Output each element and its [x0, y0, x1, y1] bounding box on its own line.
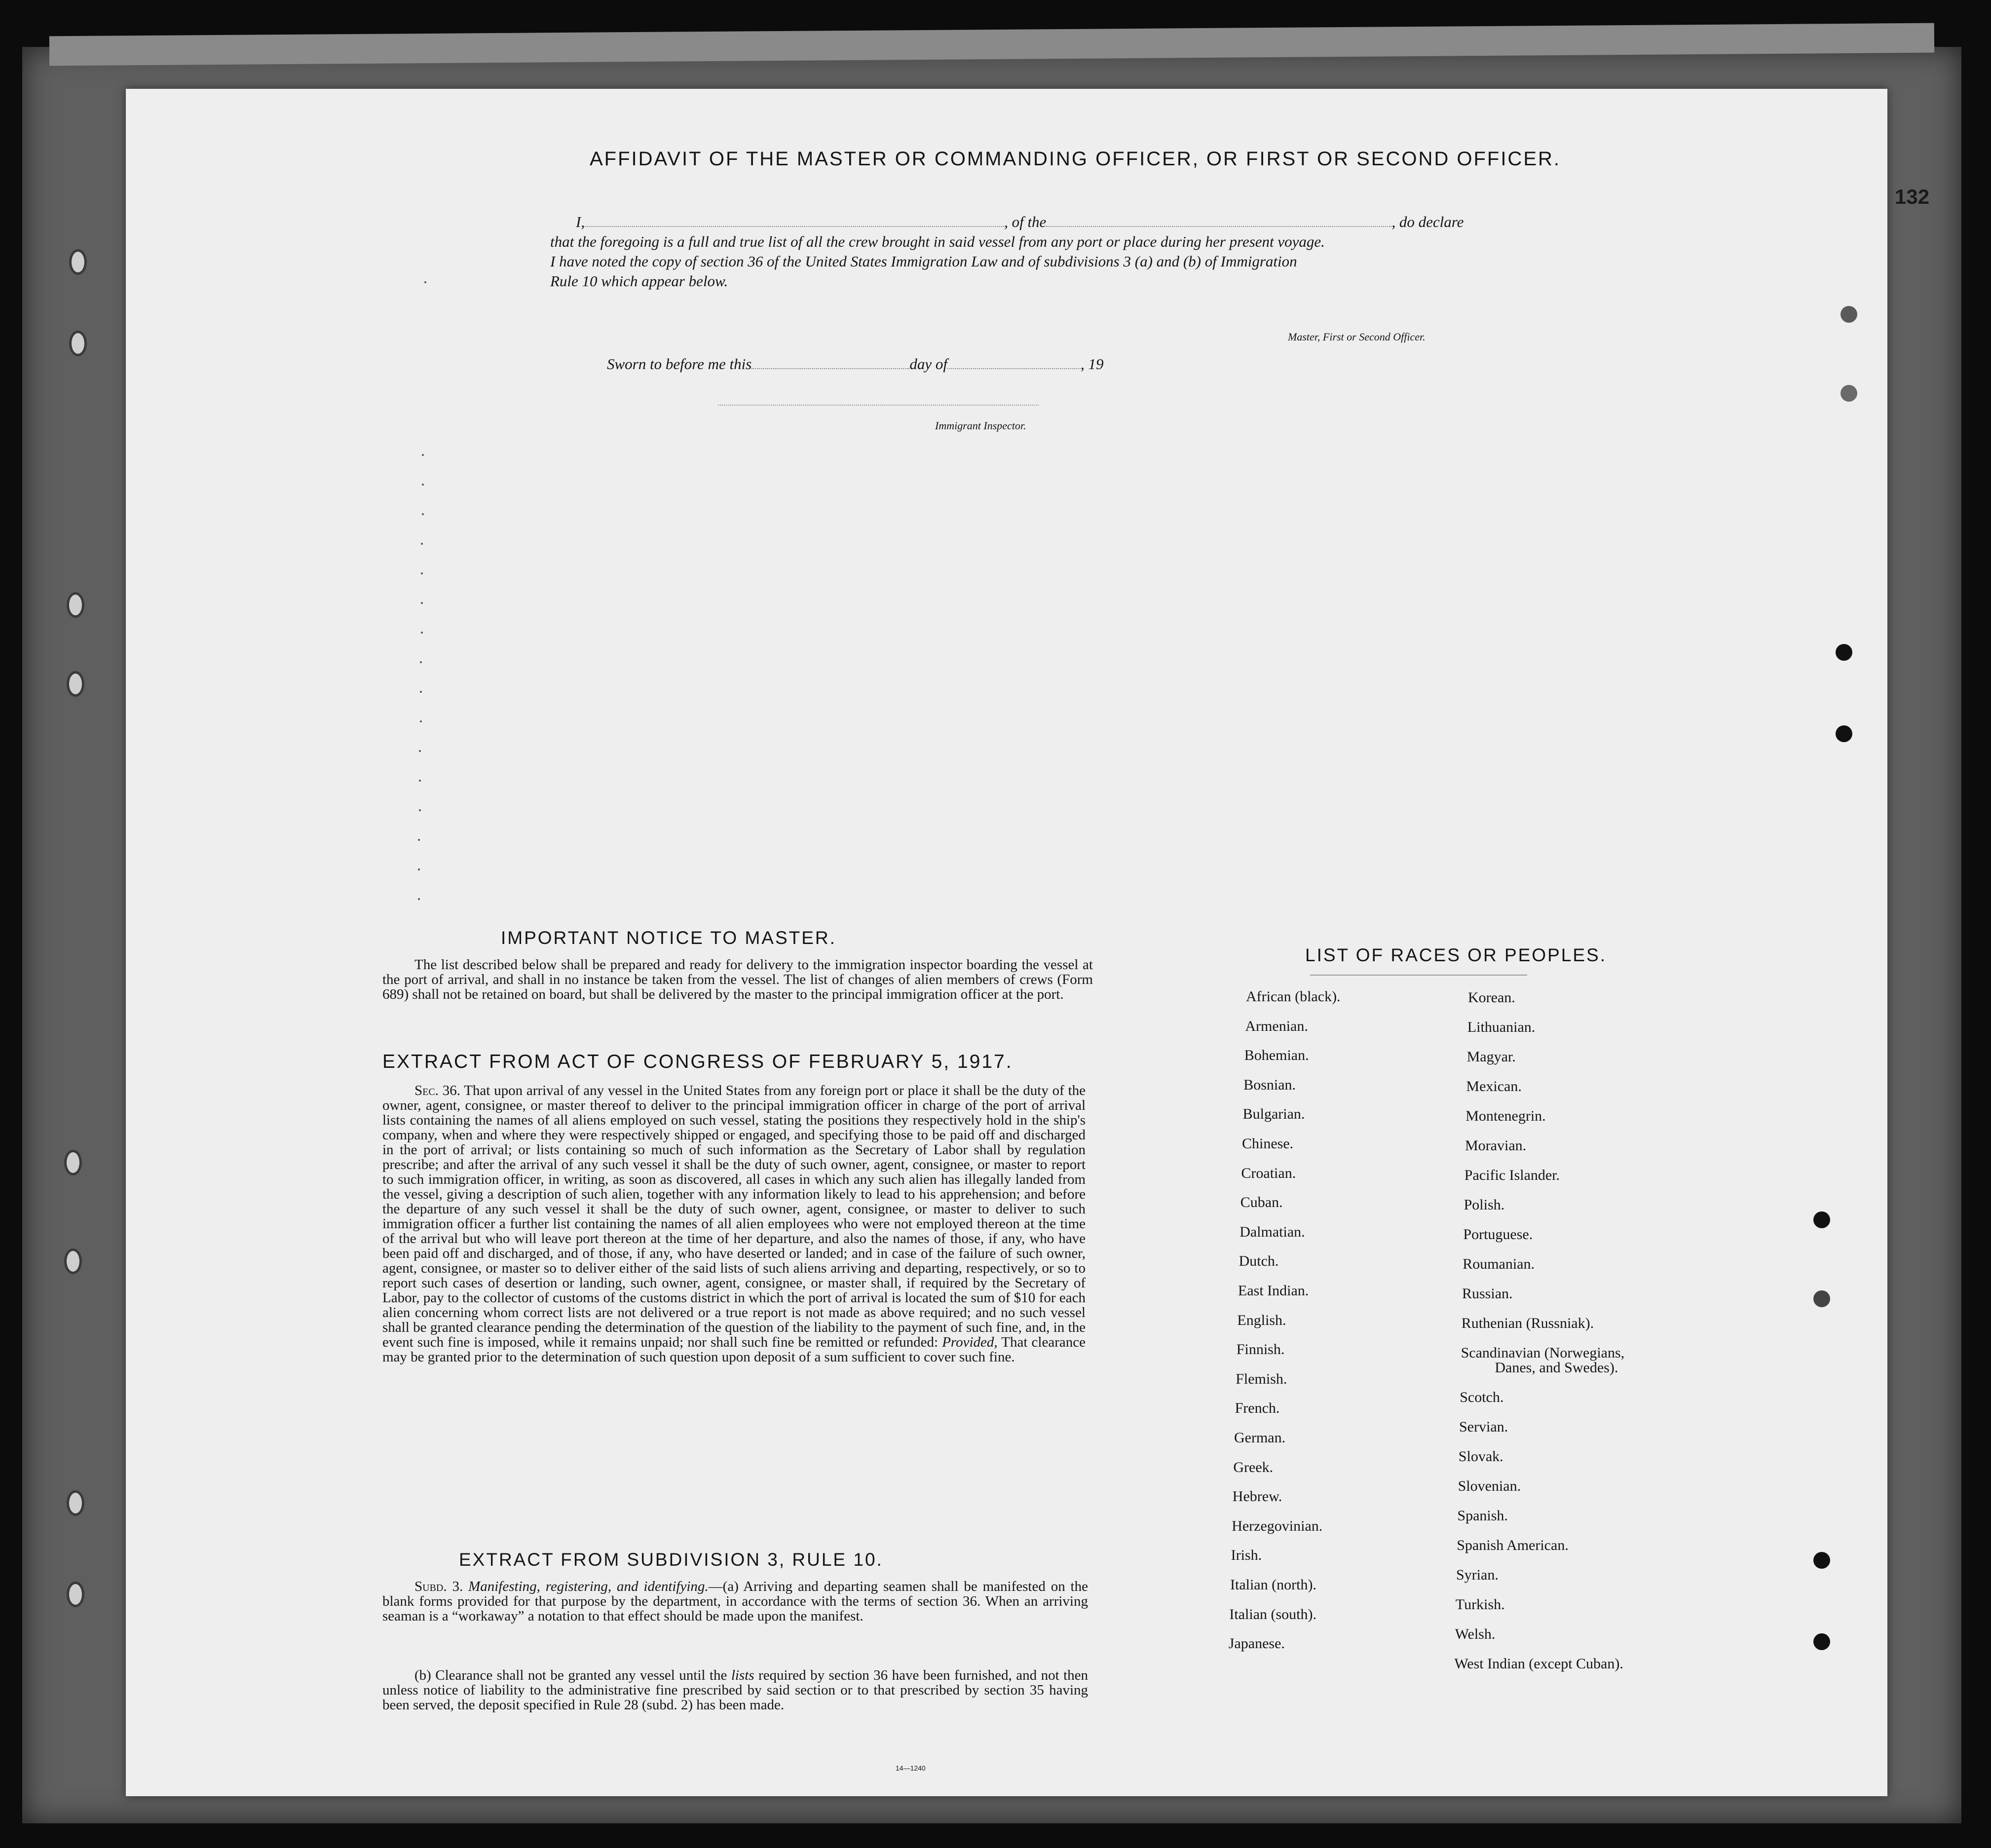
race-item: Dalmatian.: [1240, 1223, 1305, 1240]
section-36-body-end: That clearance may be granted prior to the determination of such question upon deposit of a sum sufficient to cover such fine.: [382, 1334, 1086, 1365]
punch-hole-icon: [1813, 1211, 1830, 1228]
sworn-label: Sworn to before me this: [607, 355, 752, 373]
race-item: Russian.: [1462, 1285, 1513, 1302]
race-item: Portuguese.: [1463, 1226, 1533, 1243]
race-item: Spanish American.: [1457, 1537, 1569, 1553]
race-item: Lithuanian.: [1467, 1019, 1536, 1035]
section-label: Sec. 36.: [414, 1083, 460, 1098]
race-item: Mexican.: [1466, 1078, 1522, 1094]
provided-word: Provided,: [942, 1334, 998, 1350]
race-item: German.: [1234, 1430, 1286, 1446]
race-item: Servian.: [1459, 1419, 1508, 1435]
race-item: Magyar.: [1466, 1049, 1516, 1065]
act-extract-title: EXTRACT FROM ACT OF CONGRESS OF FEBRUARY 5, 1917.: [382, 1051, 1013, 1072]
race-item: Hebrew.: [1232, 1488, 1282, 1505]
name-blank: [585, 213, 1004, 227]
lists-word: lists: [731, 1667, 754, 1683]
punch-hole-icon: [1813, 1552, 1830, 1569]
binder-ring-icon: [67, 1490, 84, 1516]
race-item: Cuban.: [1240, 1194, 1283, 1211]
race-item: Ruthenian (Russniak).: [1461, 1315, 1594, 1331]
race-item: Welsh.: [1455, 1626, 1496, 1642]
races-title-rule: [1310, 975, 1527, 976]
punch-hole-icon: [1836, 725, 1852, 742]
rule-10-paragraph-b: [382, 1668, 1088, 1712]
race-item: Croatian.: [1241, 1165, 1296, 1181]
affidavit-i-label: I,: [576, 213, 585, 230]
section-36-text: [382, 1083, 1086, 1364]
race-item: Turkish.: [1455, 1596, 1505, 1613]
race-item: French.: [1235, 1400, 1280, 1417]
notice-title: IMPORTANT NOTICE TO MASTER.: [501, 928, 836, 948]
race-item: Bulgarian.: [1242, 1106, 1305, 1123]
race-item: Finnish.: [1236, 1341, 1285, 1358]
binder-ring-icon: [67, 671, 84, 697]
master-signature-caption: Master, First or Second Officer.: [1288, 331, 1426, 343]
race-item: Spanish.: [1457, 1508, 1508, 1524]
race-item: Roumanian.: [1463, 1256, 1535, 1272]
punch-hole-icon: [1813, 1633, 1830, 1650]
race-item: Pacific Islander.: [1464, 1167, 1560, 1183]
section-36-body: That upon arrival of any vessel in the United States from any foreign port or place it shall be the duty of the owner, agent, consignee, or master thereof to deliver to the principal immigration officer in charge of the port of arrival lists containing the names of all aliens employed on such vessel, stating the positions they respectively hold in the ship's company, when and where they were respectively shipped or engaged, and specifying those to be paid off and discharged in the port of arrival; or lists containing so much of such information as the Secretary of Labor shall by regulation prescribe; and after the arrival of any such vessel it shall be the duty of such owner, agent, consignee, or master to report to such immigration officer, in writing, as soon as discovered, all cases in which any such alien has illegally landed from the vessel, giving a description of such alien, together with any information likely to lead to his apprehension; and before the departure of any such vessel it shall be the duty of such owner, agent, consignee, or master to deliver to such immigration officer a further list containing the names of all alien employees who were not employed thereon at the time of the arrival but who will leave port thereon at the time of her departure, and also the names of those, if any, who have been paid off and discharged, and of those, if any, who have deserted or landed; and in case of the failure of such owner, agent, consignee, or master so to deliver either of the said lists of such aliens arriving and departing, respectively, or so to report such cases of desertion or landing, such owner, agent, consignee, or master shall, if required by the Secretary of Labor, pay to the collector of customs of the customs district in which the port of arrival is located the sum of $10 for each alien concerning whom correct lists are not delivered or a true report is not made as above required; and no such vessel shall be granted clearance pending the determination of the question of the liability to the payment of such fine, and, in the event such fine is imposed, while it remains unpaid; nor shall such fine be remitted or refunded:: [382, 1083, 1086, 1350]
form-number: 14—1240: [896, 1764, 926, 1772]
punch-hole-icon: [1813, 1290, 1830, 1307]
races-list-title: LIST OF RACES OR PEOPLES.: [1305, 945, 1607, 965]
sworn-day-of-label: day of: [909, 355, 947, 373]
race-item: Danes, and Swedes).: [1495, 1359, 1618, 1376]
affidavit-declaration-line: [575, 212, 1464, 232]
rule-text-a: —(a) Arriving and departing seamen shall be manifested on the blank forms provided for that purpose by the department, in accordance with the terms of section 36. When an arriving seaman is a “workaway” a notation to that effect should be made upon the manifest.: [382, 1579, 1088, 1624]
race-item: Flemish.: [1236, 1370, 1287, 1387]
rule-text-b-start: (b) Clearance shall not be granted any vessel until the: [414, 1667, 727, 1683]
subdivision-label: Subd. 3.: [414, 1579, 463, 1594]
rule-text-b-end: required by section 36 have been furnished, and not then unless notice of liability to the administrative fine prescribed by said section or to that prescribed by section 35 having been served, the deposit specified in Rule 28 (subd. 2) has been made.: [382, 1667, 1089, 1713]
rule-extract-title: EXTRACT FROM SUBDIVISION 3, RULE 10.: [459, 1549, 883, 1570]
race-item: Armenian.: [1245, 1018, 1308, 1034]
race-item: African (black).: [1246, 988, 1341, 1005]
race-item: Greek.: [1233, 1459, 1274, 1475]
sworn-year-label: , 19: [1080, 355, 1104, 373]
affidavit-line-3: I have noted the copy of section 36 of the United States Immigration Law and of subdivisions 3 (a) and (b) of Immigration: [550, 253, 1297, 270]
binder-ring-icon: [67, 1582, 84, 1607]
race-item: West Indian (except Cuban).: [1454, 1656, 1623, 1672]
affidavit-do-declare-label: , do declare: [1391, 213, 1464, 230]
race-item: Japanese.: [1228, 1635, 1285, 1652]
notice-text: The list described below shall be prepared and ready for delivery to the immigration inspector boarding the vessel at the port of arrival, and shall in no instance be taken from the vessel. The list of changes of alien members of crews (Form 689) shall not be retained on board, but shall be delivered by the master to the principal immigration officer at the port.: [382, 957, 1093, 1002]
binder-ring-icon: [64, 1150, 82, 1175]
race-item: Italian (north).: [1230, 1577, 1316, 1593]
race-item: Moravian.: [1465, 1137, 1527, 1154]
manifest-page: [126, 89, 1930, 1796]
sworn-day-blank: [751, 355, 909, 369]
sworn-line: [607, 354, 1103, 374]
affidavit-line-2: that the foregoing is a full and true list of all the crew brought in said vessel from any port or place during her present voyage.: [550, 233, 1325, 250]
rule-10-paragraph-a: [382, 1579, 1088, 1623]
affidavit-of-the-label: , of the: [1004, 213, 1047, 230]
inspector-signature-line: [718, 405, 1039, 406]
binder-ring-icon: [67, 592, 84, 618]
race-item: Chinese.: [1242, 1135, 1294, 1152]
vessel-blank: [1046, 213, 1391, 227]
page-number: 132: [1895, 185, 1930, 208]
race-item: English.: [1237, 1312, 1286, 1328]
inspector-caption: Immigrant Inspector.: [935, 419, 1026, 432]
race-item: East Indian.: [1238, 1282, 1309, 1299]
affidavit-title: AFFIDAVIT OF THE MASTER OR COMMANDING OFFICER, OR FIRST OR SECOND OFFICER.: [590, 148, 1561, 170]
race-item: Syrian.: [1456, 1567, 1499, 1583]
race-item: Scotch.: [1460, 1389, 1504, 1405]
race-item: Irish.: [1231, 1547, 1262, 1564]
binder-ring-icon: [69, 331, 87, 356]
race-item: Slovenian.: [1458, 1478, 1521, 1494]
race-item: Herzegovinian.: [1232, 1517, 1323, 1534]
sworn-month-blank: [947, 355, 1081, 369]
race-item: Bosnian.: [1243, 1076, 1296, 1093]
race-item: Korean.: [1468, 989, 1515, 1006]
punch-hole-icon: [1841, 306, 1857, 323]
binder-ring-icon: [69, 249, 87, 275]
race-item: Slovak.: [1458, 1448, 1503, 1465]
binder-ring-icon: [64, 1248, 82, 1274]
rule-heading: Manifesting, registering, and identifying.: [468, 1579, 709, 1594]
race-item: Dutch.: [1239, 1253, 1279, 1270]
punch-hole-icon: [1841, 385, 1857, 402]
race-item: Bohemian.: [1244, 1047, 1309, 1064]
affidavit-line-4: Rule 10 which appear below.: [550, 272, 728, 290]
punch-hole-icon: [1836, 644, 1852, 661]
race-item: Scandinavian (Norwegians,: [1461, 1345, 1625, 1361]
race-item: Italian (south).: [1229, 1606, 1317, 1622]
race-item: Montenegrin.: [1465, 1108, 1546, 1124]
race-item: Polish.: [1464, 1197, 1505, 1213]
